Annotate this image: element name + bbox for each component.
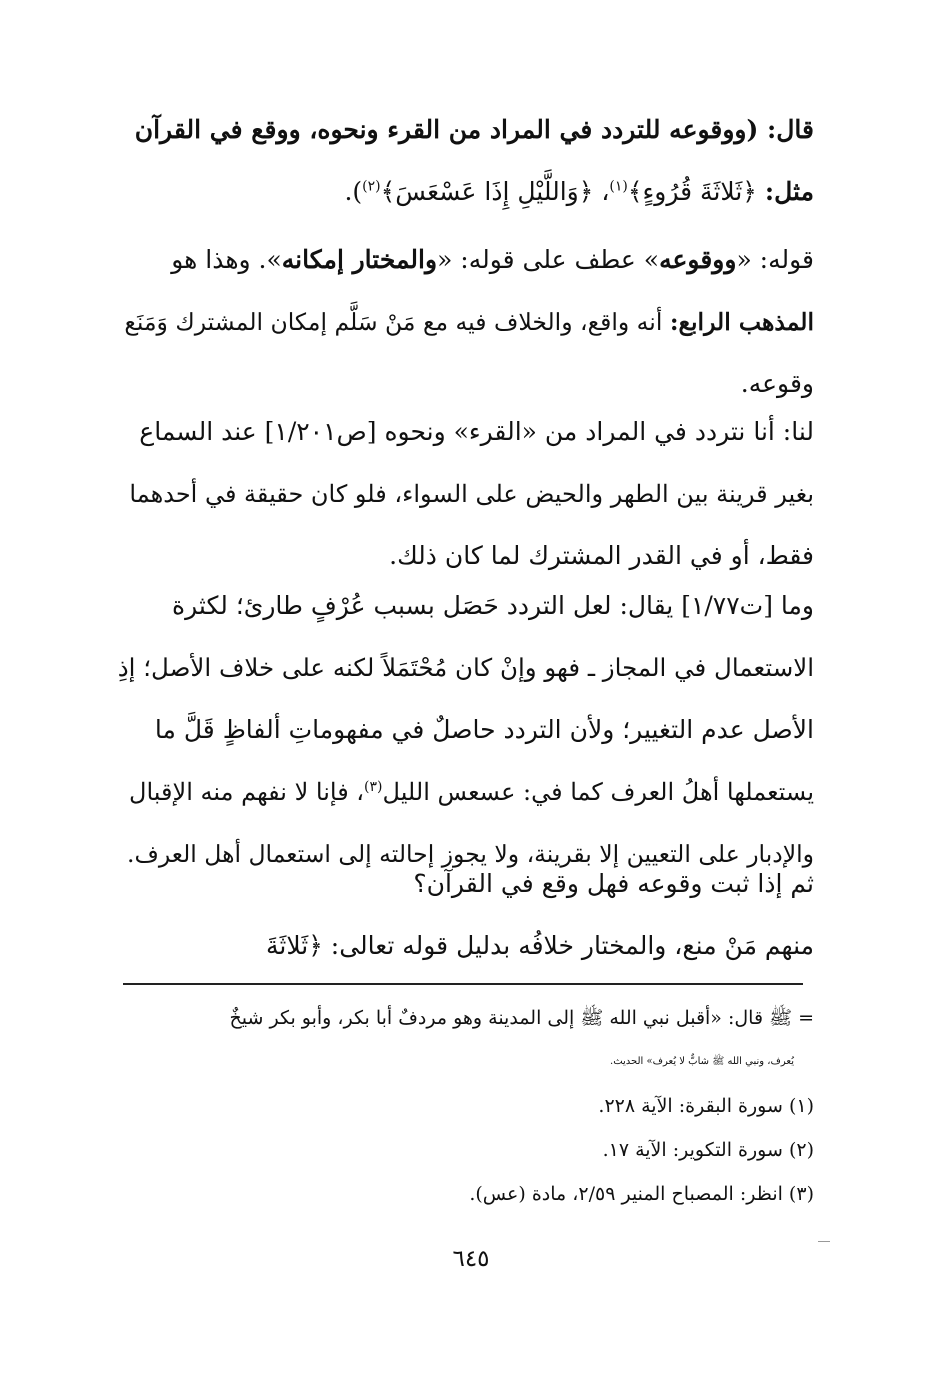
text-line: والإدبار على التعيين إلا بقرينة، ولا يجوز إحالته إلى استعمال أهل العرف. [127, 840, 814, 868]
text-run: قوله: « [736, 245, 814, 274]
bold-term: والمختار إمكانه [281, 245, 438, 274]
text-line [118, 291, 814, 353]
text-line [118, 161, 814, 223]
footnote-2: (٢) سورة التكوير: الآية ١٧. [602, 1139, 814, 1161]
text-run: » عطف على قوله: « [437, 245, 660, 274]
text-line: منهم مَنْ منع، والمختار خلافُه بدليل قوله تعالى: ﴿ثَلاثَةَ [265, 931, 814, 960]
quran-quote: ﴿ثَلاثَةَ قُرُوءٍ﴾ [627, 177, 757, 206]
text-line: وما [ت١/٧٧] يقال: لعل التردد حَصَل بسبب عُرْفٍ طارئ؛ لكثرة [172, 591, 814, 620]
footnotes [118, 996, 814, 1216]
quran-quote: ، ﴿وَاللَّيْلِ إِذَا عَسْعَسَ﴾ [380, 177, 610, 206]
bold-term: ووقوعه [659, 245, 737, 274]
footnote-1: (١) سورة البقرة: الآية ٢٢٨. [598, 1095, 814, 1117]
paragraph-matn [118, 99, 814, 223]
paragraph-argument [118, 401, 814, 587]
paragraph-sharh [118, 229, 814, 415]
closing-paren: ). [344, 177, 363, 206]
footnote-continuation: = ﷺ قال: «أقبل نبي الله ﷺ إلى المدينة وهو مردفٌ أبا بكر، وأبو بكر شيخٌ [229, 1007, 814, 1029]
text-line [118, 229, 814, 291]
footnote-separator [123, 983, 803, 985]
text-run: يستعملها أهلُ العرف كما في: عسعس الليل [382, 778, 814, 806]
text-line [118, 761, 814, 823]
text-line: بغير قرينة بين الطهر والحيض على السواء، فلو كان حقيقة في أحدهما [129, 480, 814, 508]
text-line: الأصل عدم التغيير؛ ولأن التردد حاصلٌ في مفهوماتِ ألفاظٍ قَلَّ ما [154, 715, 814, 744]
text-line: لنا: أنا نتردد في المراد من «القرء» ونحوه [ص١/٢٠١] عند السماع [139, 417, 814, 446]
text-line: ثم إذا ثبت وقوعه فهل وقع في القرآن؟ [413, 869, 814, 898]
text-line: فقط، أو في القدر المشترك لما كان ذلك. [389, 541, 814, 570]
paragraph-quran [118, 853, 814, 977]
text-line: وقوعه. [740, 369, 814, 398]
text-run: ». وهذا هو [171, 245, 282, 274]
paragraph-objection [118, 575, 814, 885]
bold-term: المذهب الرابع: [669, 308, 814, 336]
footnote-continuation: يُعرف، ونبي الله ﷺ شابٌّ لا يُعرف» الحديث. [610, 1056, 794, 1067]
text-line: الاستعمال في المجاز ـ فهو وإنْ كان مُحْتَمَلاً لكنه على خلاف الأصل؛ إذِ [117, 653, 814, 682]
footnote-ref-3[interactable]: (٣) [364, 779, 383, 795]
label-mithl: مثل: [764, 177, 814, 206]
margin-mark [818, 1241, 830, 1242]
footnote-3: (٣) انظر: المصباح المنير ٢/٥٩، مادة (عس). [469, 1183, 814, 1205]
page-number: ٦٤٥ [452, 1246, 490, 1272]
text-line: قال: (ووقوعه للتردد في المراد من القرء ونحوه، ووقع في القرآن [134, 115, 814, 144]
footnote-ref-2[interactable]: (٢) [362, 178, 381, 195]
text-run: ، فإنا لا نفهم منه الإقبال [129, 778, 365, 806]
footnote-ref-1[interactable]: (١) [609, 178, 628, 195]
text-run: أنه واقع، والخلاف فيه مع مَنْ سَلَّم إمكان المشترك وَمَنَع [124, 308, 670, 336]
